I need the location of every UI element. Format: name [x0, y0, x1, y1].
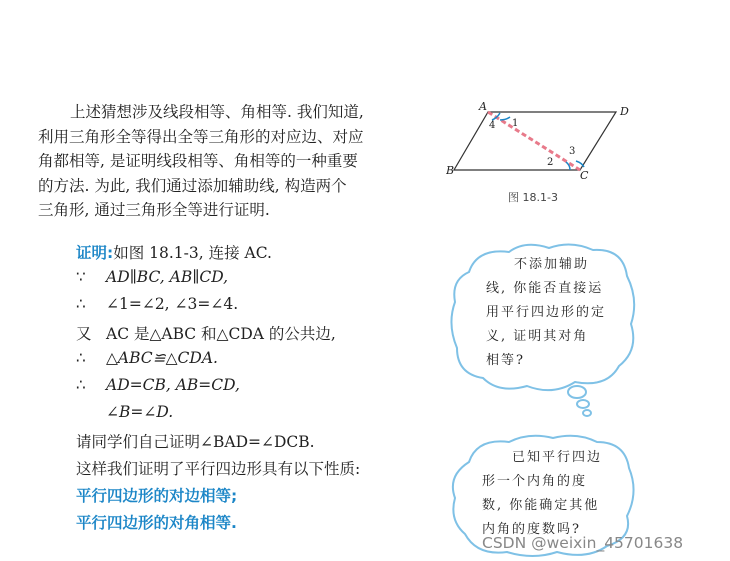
proof-step [76, 403, 173, 421]
cloud-2-text [482, 446, 602, 542]
property-opposite-sides: 平行四边形的对边相等; [76, 487, 238, 505]
angle-arc-1 [500, 117, 510, 120]
cloud-1-line: 相等? [486, 353, 525, 368]
cloud-1-line: 线, 你能否直接运 [486, 281, 604, 296]
proof-heading: 证明: [76, 244, 114, 262]
cloud-1-text [486, 253, 606, 373]
paragraph-line: 的方法. 为此, 我们通过添加辅助线, 构造两个 [38, 176, 347, 195]
intro-paragraph [38, 100, 428, 223]
cloud-2-line: 已知平行四边 [512, 450, 603, 465]
proof-text: AC 是△ABC 和△CDA 的公共边, [106, 325, 336, 343]
proof-symbol: 又 [76, 325, 92, 343]
conclusion-intro: 这样我们证明了平行四边形具有以下性质: [76, 460, 361, 478]
cloud-2-line: 数, 你能确定其他 [482, 498, 600, 513]
cloud-1-dot [583, 410, 591, 416]
paragraph-line: 三角形, 通过三角形全等进行证明. [38, 201, 270, 219]
watermark: CSDN @weixin_45701638 [482, 534, 684, 552]
angle-4-label: 4 [489, 120, 496, 131]
vertex-d-label: D [620, 105, 629, 118]
property-opposite-angles: 平行四边形的对角相等. [76, 514, 237, 532]
parallelogram [454, 112, 616, 170]
proof-text: ∠B=∠D. [106, 403, 174, 421]
angle-arc-3 [576, 161, 584, 167]
proof-symbol: ∴ [76, 349, 86, 367]
vertex-a-label: A [479, 100, 487, 113]
cloud-1-line: 不添加辅助 [514, 257, 590, 272]
proof-symbol: ∴ [76, 376, 86, 394]
proof-step [76, 376, 240, 394]
proof-heading-line [76, 241, 272, 263]
cloud-2-line: 内角的度数吗? [482, 522, 581, 537]
vertex-b-label: B [446, 164, 455, 177]
proof-text: AD∥BC, AB∥CD, [106, 268, 229, 286]
proof-step [76, 268, 228, 286]
proof-step [76, 349, 218, 367]
parallelogram-figure [446, 98, 636, 203]
cloud-1-dot [568, 386, 586, 398]
proof-heading-rest: 如图 18.1-3, 连接 AC. [113, 244, 272, 262]
angle-1-label: 1 [512, 118, 519, 129]
cloud-1-line: 义, 证明其对角 [486, 329, 589, 344]
proof-text: ∠1=∠2, ∠3=∠4. [106, 295, 239, 313]
paragraph-line: 上述猜想涉及线段相等、角相等. 我们知道, [70, 103, 364, 121]
proof-text: △ABC≌△CDA. [106, 349, 218, 367]
cloud-1-line: 用平行四边形的定 [486, 305, 607, 320]
self-prove-line: 请同学们自己证明∠BAD=∠DCB. [76, 433, 315, 451]
cloud-1-dot [577, 400, 589, 408]
angle-3-label: 3 [569, 146, 576, 157]
vertex-c-label: C [580, 169, 589, 182]
paragraph-line: 角都相等, 是证明线段相等、角相等的一种重要 [38, 152, 358, 170]
proof-step [76, 322, 336, 344]
angle-2-label: 2 [547, 157, 554, 168]
paragraph-line: 利用三角形全等得出全等三角形的对应边、对应 [38, 127, 364, 146]
proof-symbol: ∵ [76, 268, 86, 286]
proof-symbol: ∴ [76, 295, 86, 313]
figure-caption: 图 18.1-3 [508, 191, 558, 204]
cloud-2-line: 形一个内角的度 [482, 474, 588, 489]
diagonal-ac [488, 112, 580, 170]
proof-text: AD=CB, AB=CD, [106, 376, 240, 394]
proof-step [76, 295, 238, 313]
